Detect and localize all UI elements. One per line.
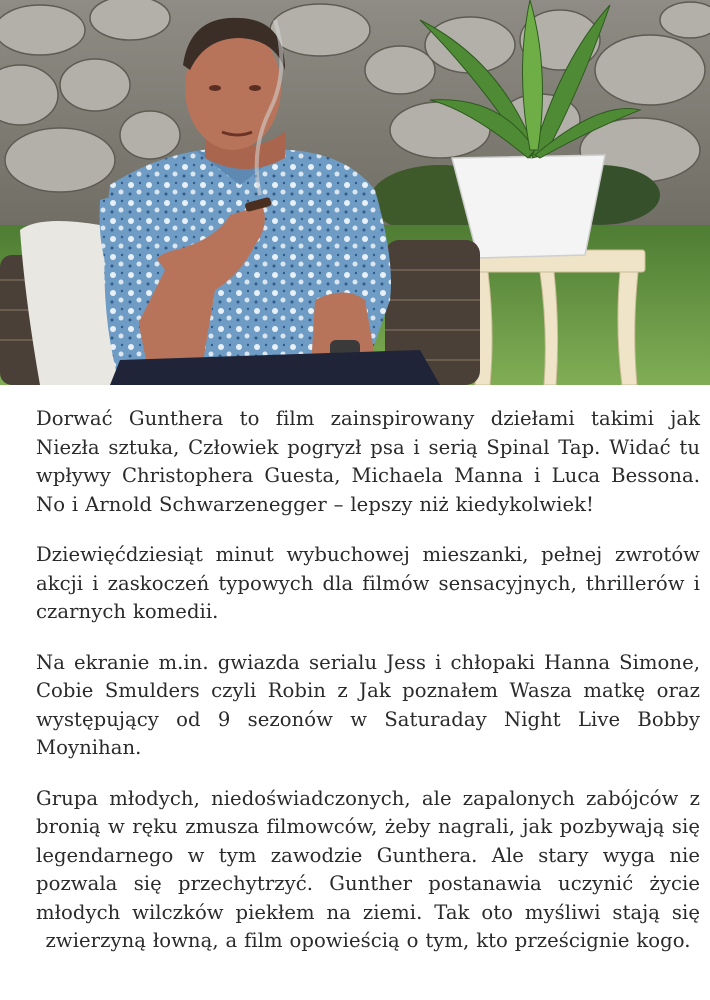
article-body [36, 405, 700, 978]
paragraph-intro: Dorwać Gunthera to film zainspirowany dziełami takimi jak Niezła sztuka, Człowiek pogryzł psa i serią Spinal Tap. Widać tu wpływy Christophera Guesta, Michaela Manna i Luca Bessona. No i Arnold Schwarzenegger – lepszy niż kiedykolwiek! [36, 407, 700, 516]
paragraph-genre: Dziewięćdziesiąt minut wybuchowej mieszanki, pełnej zwrotów akcji i zaskoczeń typowych dla filmów sensacyjnych, thrillerów i czarnych komedii. [36, 543, 700, 623]
paragraph-cast: Na ekranie m.in. gwiazda serialu Jess i chłopaki Hanna Simone, Cobie Smulders czyli Robin z Jak poznałem Wasza matkę oraz występujący od 9 sezonów w Saturaday Night Live Bobby Moynihan. [36, 650, 700, 759]
photo-illustration [0, 0, 710, 385]
planter [452, 155, 605, 258]
paragraph-plot: Grupa młodych, niedoświadczonych, ale zapalonych zabójców z bronią w ręku zmusza filmowców, żeby nagrali, jak pozbywają się legendarnego w tym zawodzie Gunthera. Ale stary wyga nie pozwala się przechytrzyć. Gunther postanawia uczynić życie młodych wilczków piekłem na ziemi. Tak oto myśliwi stają się zwierzyną łowną, a film opowieścią o tym, kto prześcignie kogo. [36, 786, 700, 952]
hero-photo [0, 0, 710, 385]
